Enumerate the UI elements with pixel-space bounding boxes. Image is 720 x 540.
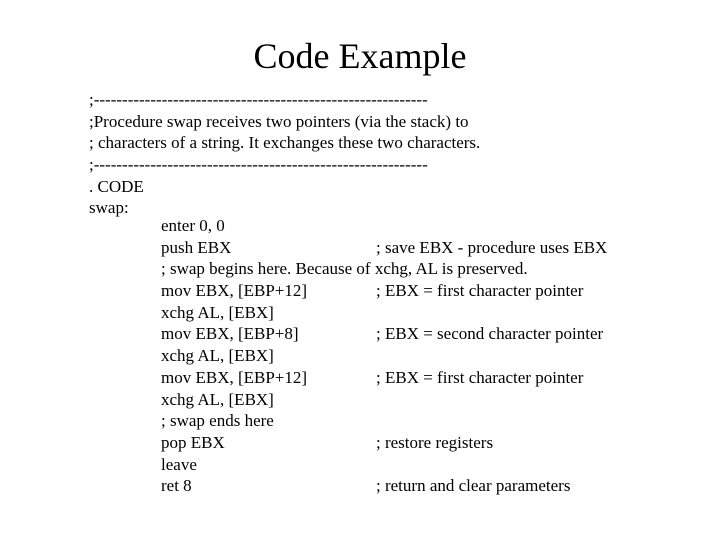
code-instruction: ; swap begins here. Because of xchg, AL is preserved.	[161, 259, 528, 279]
code-instruction: mov EBX, [EBP+12]	[161, 367, 308, 387]
code-comment: ; EBX = first character pointer	[376, 367, 584, 387]
code-instruction: xchg AL, [EBX]	[161, 302, 274, 322]
header-comment-line: ;Procedure swap receives two pointers (via the stack) to	[89, 111, 469, 131]
code-comment: ; return and clear parameters	[376, 476, 571, 496]
code-instruction: xchg AL, [EBX]	[161, 346, 274, 366]
code-comment: ; EBX = second character pointer	[376, 324, 604, 344]
header-comment-line: ; characters of a string. It exchanges these two characters.	[89, 133, 481, 153]
code-comment: ; EBX = first character pointer	[376, 281, 584, 301]
slide-title: Code Example	[253, 36, 467, 76]
code-instruction: enter 0, 0	[161, 216, 225, 235]
code-instruction: push EBX	[161, 237, 232, 257]
separator-line: ;-----------------------------------------------------------	[89, 90, 428, 109]
code-instruction: mov EBX, [EBP+12]	[161, 281, 308, 301]
code-directive: . CODE	[89, 176, 144, 196]
code-instruction: leave	[161, 454, 197, 474]
code-instruction: ret 8	[161, 476, 192, 496]
code-comment: ; restore registers	[376, 432, 494, 452]
code-instruction: pop EBX	[161, 432, 225, 452]
code-instruction: mov EBX, [EBP+8]	[161, 324, 299, 344]
code-comment: ; save EBX - procedure uses EBX	[376, 237, 608, 257]
separator-line: ;-----------------------------------------------------------	[89, 155, 428, 175]
procedure-label: swap:	[89, 198, 129, 218]
code-instruction: xchg AL, [EBX]	[161, 389, 274, 409]
code-instruction: ; swap ends here	[161, 411, 274, 431]
code-header	[89, 89, 480, 219]
